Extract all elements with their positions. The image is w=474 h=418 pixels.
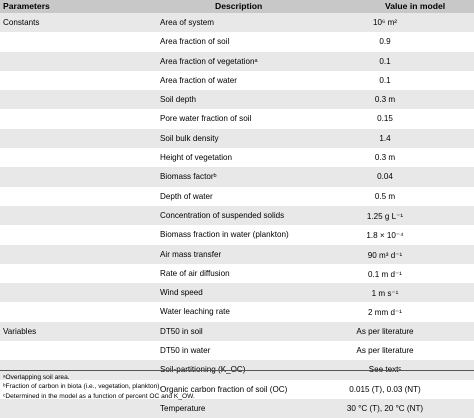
parameter-cell: Variables <box>3 326 37 336</box>
value-cell: 0.1 m d⁻¹ <box>368 269 402 279</box>
value-cell: 1.25 g L⁻¹ <box>366 211 404 221</box>
description-cell: Soil depth <box>160 95 196 105</box>
value-cell: 1 m s⁻¹ <box>371 289 399 299</box>
description-cell: Pore water fraction of soil <box>160 114 252 124</box>
table-body <box>0 13 474 418</box>
value-cell: As per literature <box>356 326 414 336</box>
value-cell: 1.4 <box>379 133 391 143</box>
table-row <box>0 206 474 225</box>
description-cell: Height of vegetation <box>160 153 232 163</box>
description-cell: Rate of air diffusion <box>160 268 230 278</box>
value-cell: 1.8 × 10⁻⁴ <box>366 231 404 241</box>
description-cell: Air mass transfer <box>160 249 222 259</box>
table-row <box>0 90 474 109</box>
table-row <box>0 399 474 418</box>
description-cell: Concentration of suspended solids <box>160 210 285 220</box>
description-cell: Biomass fraction in water (plankton) <box>160 230 289 240</box>
table-row <box>0 187 474 206</box>
value-cell: 30 °C (T), 20 °C (NT) <box>346 403 424 413</box>
table-row <box>0 322 474 341</box>
table-row <box>0 71 474 90</box>
parameter-cell: Constants <box>3 18 40 27</box>
value-cell: 0.3 m <box>374 95 396 105</box>
description-cell: Depth of water <box>160 191 213 201</box>
value-cell: 2 mm d⁻¹ <box>368 308 402 318</box>
value-cell: 0.15 <box>377 114 393 124</box>
description-cell: Organic carbon fraction of soil (OC) <box>160 384 288 394</box>
description-cell: DT50 in water <box>160 346 211 356</box>
table-row <box>0 245 474 264</box>
footnotes <box>3 373 195 401</box>
description-cell: Area fraction of vegetationᵃ <box>160 56 258 66</box>
footnote-a: ᵃOverlapping soil area. <box>3 374 70 381</box>
description-cell: Wind speed <box>160 288 203 298</box>
value-cell: 0.9 <box>379 37 391 47</box>
description-cell: Temperature <box>160 403 206 413</box>
footnote-b: ᵇFraction of carbon in biota (i.e., vegetation, plankton). <box>3 383 162 391</box>
description-cell: Area fraction of soil <box>160 37 230 47</box>
header-parameters: Parameters <box>3 1 50 11</box>
value-cell: 0.3 m <box>374 153 396 163</box>
value-cell: 90 m³ d⁻¹ <box>367 250 403 260</box>
table-row <box>0 341 474 360</box>
table-row <box>0 302 474 321</box>
header-value: Value in model <box>385 1 446 11</box>
table-row <box>0 109 474 128</box>
table-row <box>0 264 474 283</box>
value-cell: 10⁶ m² <box>372 18 398 27</box>
table-row <box>0 148 474 167</box>
value-cell: 0.04 <box>377 172 393 182</box>
description-cell: DT50 in soil <box>160 326 203 336</box>
description-cell: Area of system <box>160 18 214 27</box>
description-cell: Soil bulk density <box>160 133 219 143</box>
table-row <box>0 225 474 244</box>
description-cell: Biomass factorᵇ <box>160 172 217 182</box>
table-bottom-rule <box>0 370 474 371</box>
footnote-c: ᶜDetermined in the model as a function of percent OC and K_OW. <box>3 392 195 400</box>
value-cell: 0.015 (T), 0.03 (NT) <box>349 384 421 394</box>
table-row <box>0 52 474 71</box>
description-cell: Water leaching rate <box>160 307 230 317</box>
header-description: Description <box>215 1 263 11</box>
table-row <box>0 32 474 51</box>
table-header <box>0 0 474 13</box>
description-cell: Area fraction of water <box>160 75 237 85</box>
table-row <box>0 129 474 148</box>
value-cell: As per literature <box>356 346 414 356</box>
value-cell: 0.1 <box>379 56 391 66</box>
value-cell: 0.1 <box>379 75 391 85</box>
table-row <box>0 13 474 32</box>
table-row <box>0 167 474 186</box>
value-cell: 0.5 m <box>374 191 396 201</box>
table-row <box>0 283 474 302</box>
